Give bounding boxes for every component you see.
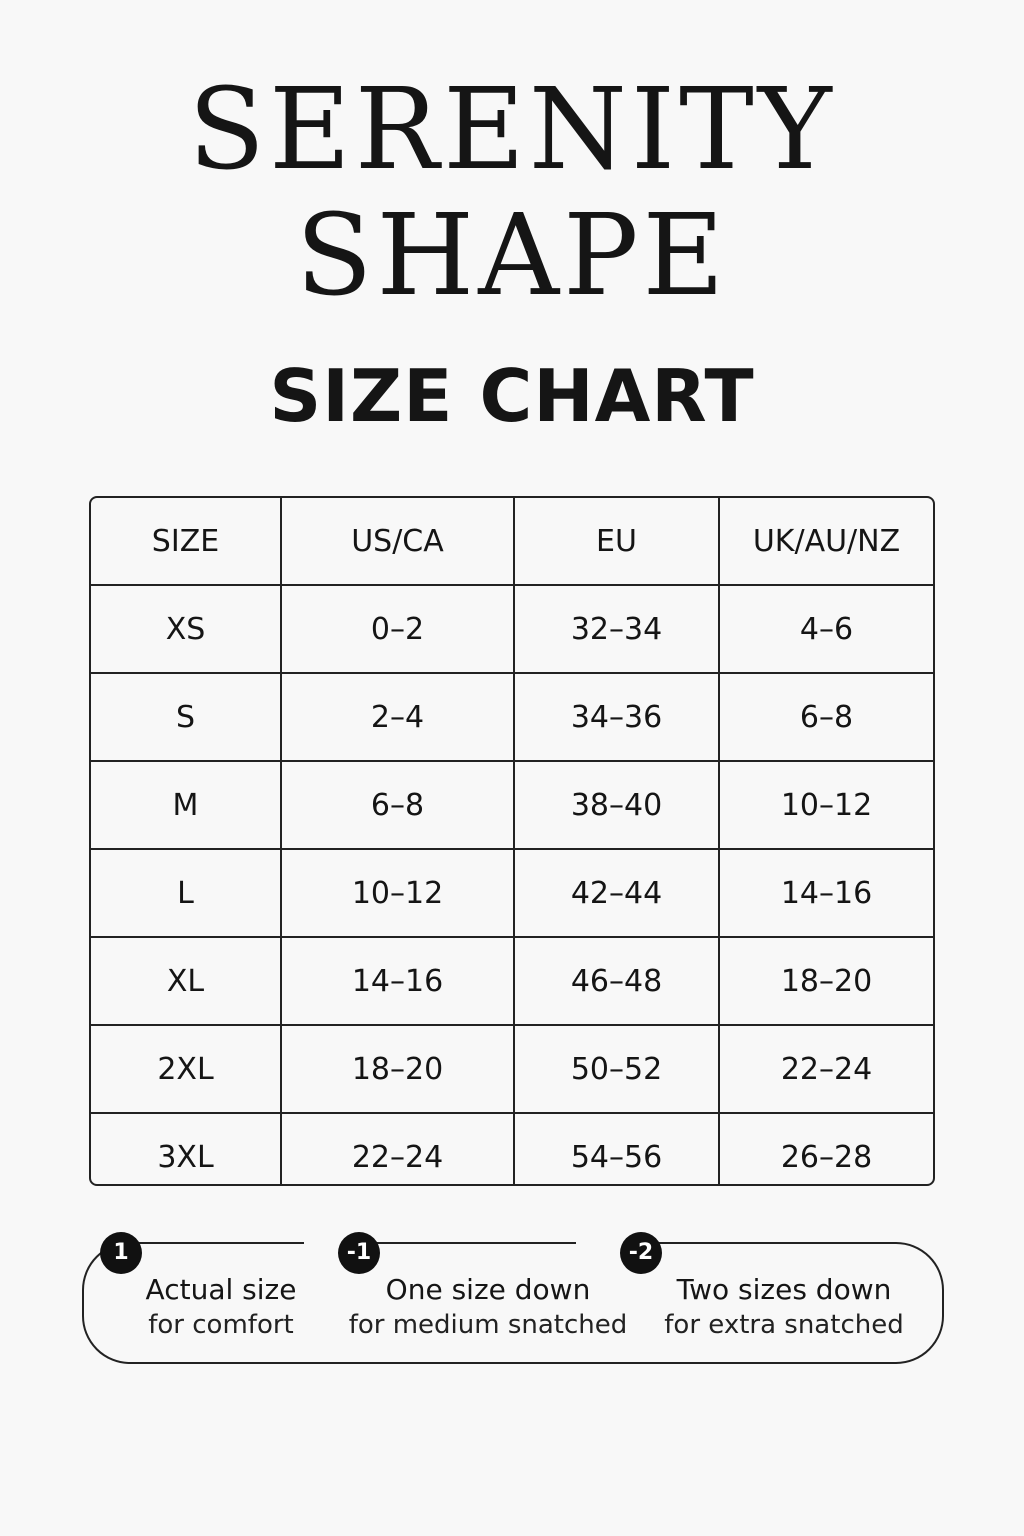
- cell-us-ca: 18–20: [281, 1025, 514, 1113]
- cell-uk-au-nz: 6–8: [719, 673, 933, 761]
- column-header-us-ca: US/CA: [281, 498, 514, 585]
- cell-uk-au-nz: 18–20: [719, 937, 933, 1025]
- cell-uk-au-nz: 14–16: [719, 849, 933, 937]
- table-row: [91, 849, 933, 937]
- column-header-size: SIZE: [91, 498, 281, 585]
- cell-uk-au-nz: 26–28: [719, 1113, 933, 1186]
- cell-us-ca: 14–16: [281, 937, 514, 1025]
- table-row: [91, 1113, 933, 1186]
- cell-size: L: [91, 849, 281, 937]
- cell-size: S: [91, 673, 281, 761]
- fit-guide: [82, 1242, 944, 1364]
- cell-eu: 38–40: [514, 761, 719, 849]
- cell-eu: 42–44: [514, 849, 719, 937]
- two-sizes-down-badge-icon: -2: [620, 1232, 662, 1274]
- one-size-down-badge-icon: -1: [338, 1232, 380, 1274]
- cell-us-ca: 2–4: [281, 673, 514, 761]
- option-two-sizes-down-title: Two sizes down: [676, 1273, 892, 1306]
- cell-eu: 34–36: [514, 673, 719, 761]
- cell-us-ca: 0–2: [281, 585, 514, 673]
- cell-uk-au-nz: 10–12: [719, 761, 933, 849]
- cell-size: XL: [91, 937, 281, 1025]
- column-header-eu: EU: [514, 498, 719, 585]
- cell-size: 3XL: [91, 1113, 281, 1186]
- cell-size: XS: [91, 585, 281, 673]
- option-actual-size-desc: for comfort: [148, 1310, 294, 1340]
- table-row: [91, 761, 933, 849]
- page-title: SIZE CHART: [269, 354, 755, 438]
- cell-uk-au-nz: 4–6: [719, 585, 933, 673]
- cell-eu: 54–56: [514, 1113, 719, 1186]
- table-row: [91, 673, 933, 761]
- cell-us-ca: 10–12: [281, 849, 514, 937]
- table-row: [91, 1025, 933, 1113]
- option-one-size-down-title: One size down: [385, 1273, 591, 1306]
- cell-eu: 46–48: [514, 937, 719, 1025]
- option-one-size-down-desc: for medium snatched: [348, 1310, 628, 1340]
- cell-size: M: [91, 761, 281, 849]
- table-row: [91, 937, 933, 1025]
- cell-eu: 32–34: [514, 585, 719, 673]
- cell-size: 2XL: [91, 1025, 281, 1113]
- cell-eu: 50–52: [514, 1025, 719, 1113]
- table-header-row: [91, 498, 933, 585]
- actual-size-badge-icon: 1: [100, 1232, 142, 1274]
- brand-name-line-1: SERENITY: [188, 65, 836, 195]
- size-chart-table: [89, 496, 935, 1186]
- cell-us-ca: 6–8: [281, 761, 514, 849]
- column-header-uk-au-nz: UK/AU/NZ: [719, 498, 933, 585]
- option-two-sizes-down-desc: for extra snatched: [664, 1310, 904, 1340]
- cell-uk-au-nz: 22–24: [719, 1025, 933, 1113]
- cell-us-ca: 22–24: [281, 1113, 514, 1186]
- option-actual-size-title: Actual size: [145, 1273, 297, 1306]
- brand-name-line-2: SHAPE: [295, 191, 729, 321]
- table-row: [91, 585, 933, 673]
